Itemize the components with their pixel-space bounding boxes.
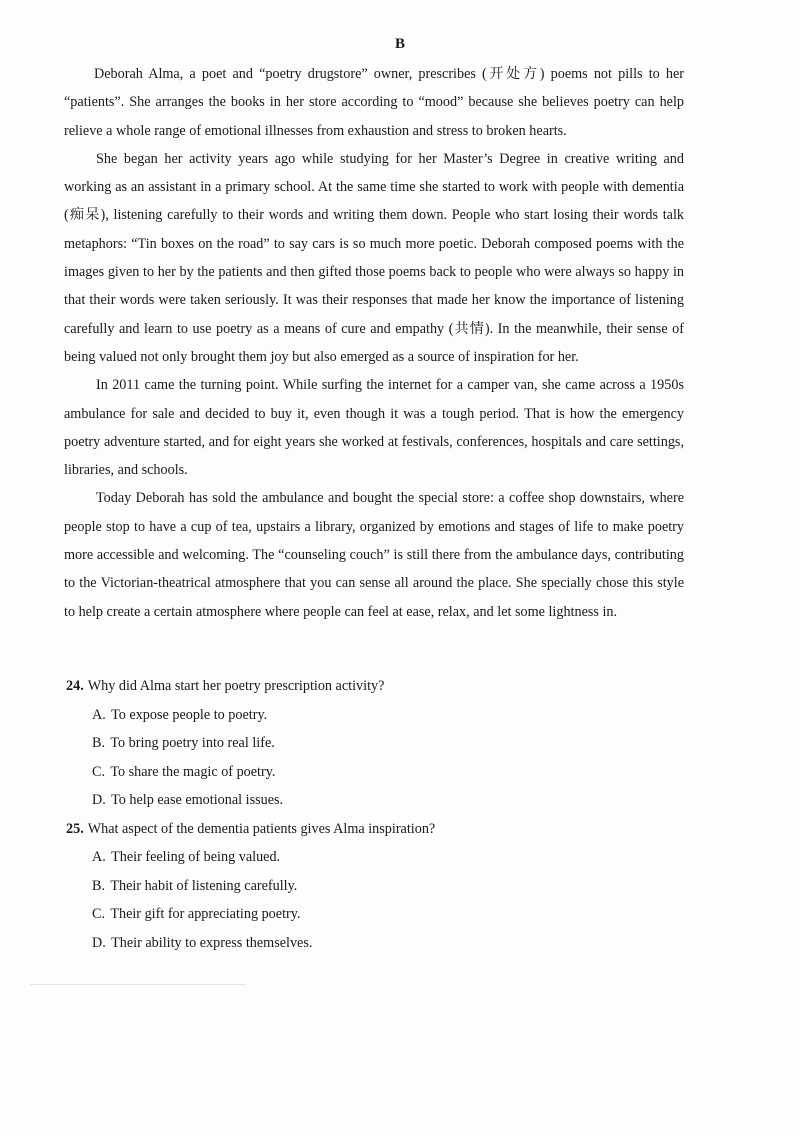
option-letter: C. — [92, 763, 106, 780]
answer-option-c[interactable] — [66, 900, 706, 929]
option-text: Their habit of listening carefully. — [110, 877, 298, 894]
option-text: Their feeling of being valued. — [111, 849, 281, 865]
scan-divider-line — [30, 984, 246, 985]
answer-option-c[interactable] — [66, 758, 706, 787]
passage-paragraph: She began her activity years ago while studying for her Master’s Degree in creative writing and working as an assistant in a primary school. At the same time she started to work with people with dementia (痴呆), listening carefully to their words and writing them down. People who start losing their words talk metaphors: “Tin boxes on the road” to say cars is so much more poetic. Deborah composed poems with the images given to her by the patients and then gifted those poems back to people who were always so happy in that their words were taken seriously. It was their responses that made her know the importance of listening carefully and learn to use poetry as a means of cure and empathy (共情). In the meanwhile, their sense of being valued not only brought them joy but also emerged as a source of inspiration for her. — [64, 150, 684, 365]
option-text: To expose people to poetry. — [111, 706, 268, 723]
option-letter: C. — [92, 906, 106, 922]
option-text: Their ability to express themselves. — [111, 934, 313, 951]
passage-paragraph: Deborah Alma, a poet and “poetry drugstore” owner, prescribes (开处方) poems not pills to her “patients”. She arranges the books in her store according to “mood” because she believes poetry can help relieve a whole range of emotional illnesses from exhaustion and stress to broken hearts. — [64, 66, 684, 139]
question-number: 25. — [66, 820, 84, 837]
answer-option-b[interactable] — [66, 872, 706, 901]
question-stem — [66, 672, 706, 701]
question-24 — [66, 672, 706, 815]
passage-paragraph: In 2011 came the turning point. While surfing the internet for a camper van, she came across a 1950s ambulance for sale and decided to buy it, even though it was a tough period. That is how the emergency poetry adventure started, and for eight years she worked at festivals, conferences, hospitals and care settings, libraries, and schools. — [64, 377, 684, 479]
question-number: 24. — [66, 678, 84, 694]
option-letter: D. — [92, 792, 106, 808]
answer-option-b[interactable] — [66, 729, 706, 758]
option-letter: A. — [92, 849, 106, 865]
answer-option-a[interactable] — [66, 701, 706, 730]
question-25 — [66, 815, 706, 958]
answer-option-a[interactable] — [66, 843, 706, 872]
answer-option-d[interactable] — [66, 929, 706, 958]
answer-option-d[interactable] — [66, 786, 706, 815]
option-letter: A. — [92, 706, 106, 723]
option-letter: B. — [92, 877, 106, 894]
option-letter: D. — [92, 934, 106, 951]
question-text: Why did Alma start her poetry prescription activity? — [87, 678, 385, 694]
reading-passage — [64, 60, 684, 626]
option-text: To share the magic of poetry. — [110, 763, 276, 780]
option-letter: B. — [92, 735, 106, 751]
section-heading: B — [394, 36, 405, 52]
question-text: What aspect of the dementia patients gives Alma inspiration? — [87, 820, 436, 837]
passage-paragraph: Today Deborah has sold the ambulance and bought the special store: a coffee shop downstairs, where people stop to have a cup of tea, upstairs a library, organized by emotions and stages of life to make poetry more accessible and welcoming. The “counseling couch” is still there from the ambulance days, contributing to the Victorian-theatrical atmosphere that you can sense all around the place. She specially chose this style to help create a certain atmosphere where people can feel at ease, relax, and let some lightness in. — [64, 490, 684, 620]
question-stem — [66, 815, 706, 844]
option-text: To help ease emotional issues. — [111, 792, 284, 808]
option-text: To bring poetry into real life. — [110, 735, 275, 751]
option-text: Their gift for appreciating poetry. — [110, 906, 301, 922]
question-list — [66, 672, 706, 957]
